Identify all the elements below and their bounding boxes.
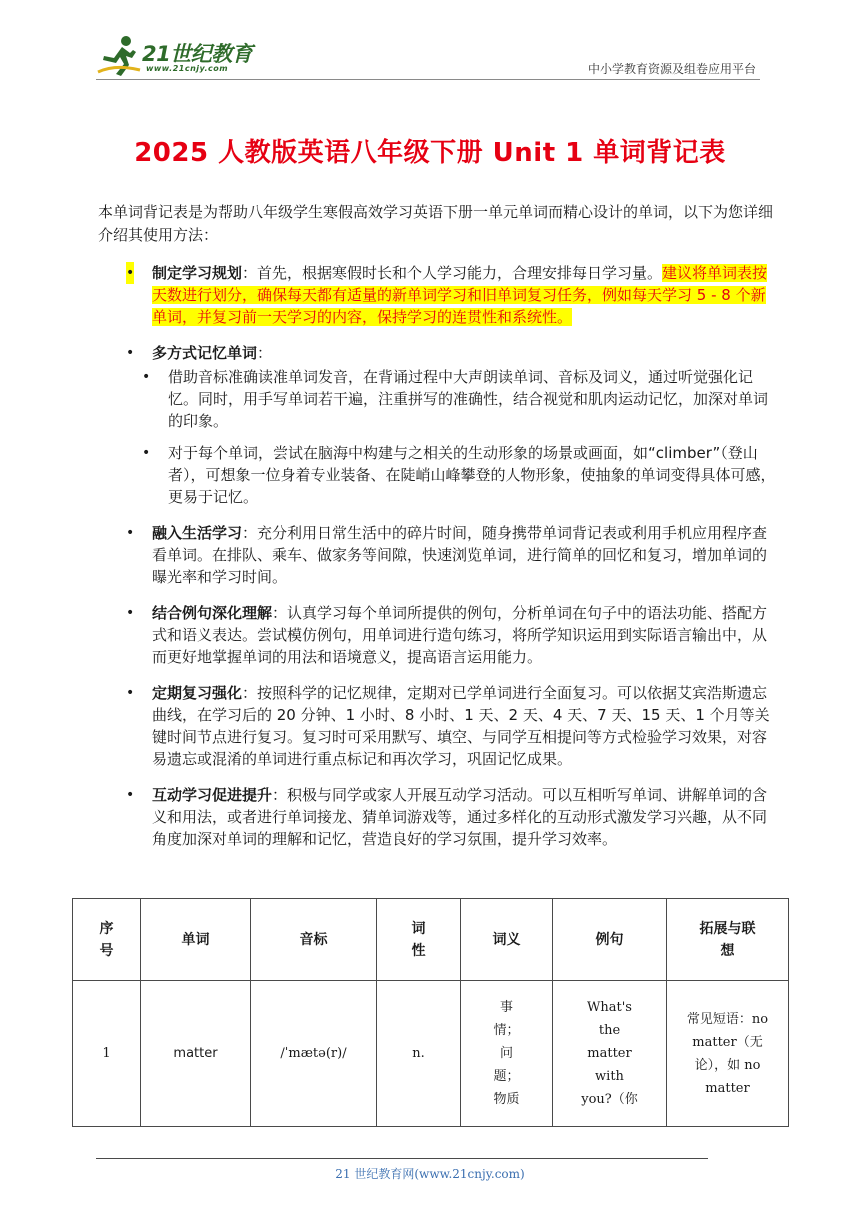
cell-word: matter bbox=[141, 981, 251, 1127]
sub-list bbox=[142, 366, 780, 508]
col-header-example: 例句 bbox=[553, 899, 667, 981]
footer-divider bbox=[96, 1158, 708, 1159]
cell-example: What's the matter with you?（你 bbox=[553, 981, 667, 1127]
item-label: 互动学习促进提升 bbox=[152, 786, 273, 804]
vocab-table bbox=[72, 898, 789, 1127]
cell-meaning: 事情；问题；物质 bbox=[461, 981, 553, 1127]
bullet-icon: • bbox=[126, 787, 135, 803]
platform-name: 中小学教育资源及组卷应用平台 bbox=[587, 62, 756, 76]
list-item bbox=[120, 784, 780, 850]
bullet-icon: • bbox=[126, 685, 135, 701]
list-item bbox=[120, 342, 780, 508]
page-header bbox=[96, 34, 760, 80]
item-label: 多方式记忆单词 bbox=[152, 344, 258, 362]
bullet-icon: • bbox=[126, 262, 134, 284]
list-item bbox=[120, 262, 780, 328]
sub-list-item bbox=[120, 366, 780, 432]
cell-phonetic: /ˈmætə(r)/ bbox=[251, 981, 377, 1127]
cell-pos: n. bbox=[377, 981, 461, 1127]
logo-text: 21世纪教育 bbox=[142, 42, 253, 66]
list-item bbox=[120, 522, 780, 588]
item-highlight: 建议将单词表按天数进行划分，确保每天都有适量的新单词学习和旧单词复习任务，例如每天学习 5 - 8 个新单词，并复习前一天学习的内容，保持学习的连贯性和系统性。 bbox=[152, 264, 768, 326]
bullet-icon: • bbox=[142, 445, 151, 461]
table-row bbox=[73, 981, 789, 1127]
item-label: 结合例句深化理解 bbox=[152, 604, 273, 622]
bullet-icon: • bbox=[126, 345, 135, 361]
col-header-word: 单词 bbox=[141, 899, 251, 981]
table-header-row bbox=[73, 899, 789, 981]
page-title: 2025 人教版英语八年级下册 Unit 1 单词背记表 bbox=[134, 138, 726, 168]
header-divider bbox=[96, 79, 760, 80]
col-header-phonetic: 音标 bbox=[251, 899, 377, 981]
col-header-index: 序号 bbox=[73, 899, 141, 981]
usage-list bbox=[120, 262, 780, 864]
sub-item-text: 借助音标准确读准单词发音，在背诵过程中大声朗读单词、音标及词义，通过听觉强化记忆。同时，用手写单词若干遍，注重拼写的准确性，结合视觉和肌肉运动记忆，加深对单词的印象。 bbox=[168, 368, 769, 430]
bullet-icon: • bbox=[142, 369, 151, 385]
item-text: ：按照科学的记忆规律，定期对已学单词进行全面复习。可以依据艾宾浩斯遗忘曲线，在学习后的 20 分钟、1 小时、8 小时、1 天、2 天、4 天、7 天、15 天、1 个月等关键时间节点进行复习。复习时可采用默写、填空、与同学互相提问等方式检验学习效果，对容易遗忘或混淆的单词进行重点标记和再次学习，巩固记忆成果。 bbox=[152, 684, 770, 768]
cell-index: 1 bbox=[73, 981, 141, 1127]
item-text: ： bbox=[257, 344, 273, 362]
runner-logo-icon bbox=[96, 34, 144, 78]
item-label: 制定学习规划 bbox=[152, 264, 243, 282]
logo bbox=[96, 34, 266, 80]
col-header-extension: 拓展与联想 bbox=[667, 899, 789, 981]
intro-paragraph: 本单词背记表是为帮助八年级学生寒假高效学习英语下册一单元单词而精心设计的单词，以下为您详细介绍其使用方法： bbox=[98, 203, 774, 244]
item-label: 融入生活学习 bbox=[152, 524, 243, 542]
cell-extension: 常见短语：no matter（无论），如 no matter bbox=[667, 981, 789, 1127]
sub-list-item bbox=[120, 442, 780, 508]
list-item bbox=[120, 602, 780, 668]
footer-link[interactable]: 21 世纪教育网(www.21cnjy.com) bbox=[335, 1167, 525, 1181]
logo-url: www.21cnjy.com bbox=[146, 64, 229, 73]
sub-item-text: 对于每个单词，尝试在脑海中构建与之相关的生动形象的场景或画面，如“climber”（登山者），可想象一位身着专业装备、在陡峭山峰攀登的人物形象，使抽象的单词变得具体可感，更易于记忆。 bbox=[168, 444, 776, 506]
bullet-icon: • bbox=[126, 525, 135, 541]
item-text: ：首先，根据寒假时长和个人学习能力，合理安排每日学习量。 bbox=[242, 264, 663, 282]
item-text: ：充分利用日常生活中的碎片时间，随身携带单词背记表或利用手机应用程序查看单词。在排队、乘车、做家务等间隙，快速浏览单词，进行简单的回忆和复习，增加单词的曝光率和学习时间。 bbox=[152, 524, 768, 586]
bullet-icon: • bbox=[126, 605, 135, 621]
col-header-pos: 词性 bbox=[377, 899, 461, 981]
col-header-meaning: 词义 bbox=[461, 899, 553, 981]
list-item bbox=[120, 682, 780, 770]
item-label: 定期复习强化 bbox=[152, 684, 243, 702]
item-text: ：积极与同学或家人开展互动学习活动。可以互相听写单词、讲解单词的含义和用法，或者进行单词接龙、猜单词游戏等，通过多样化的互动形式激发学习兴趣，从不同角度加深对单词的理解和记忆，营造良好的学习氛围，提升学习效率。 bbox=[152, 786, 768, 848]
item-text: ：认真学习每个单词所提供的例句，分析单词在句子中的语法功能、搭配方式和语义表达。尝试模仿例句，用单词进行造句练习，将所学知识运用到实际语言输出中，从而更好地掌握单词的用法和语境意义，提高语言运用能力。 bbox=[152, 604, 768, 666]
